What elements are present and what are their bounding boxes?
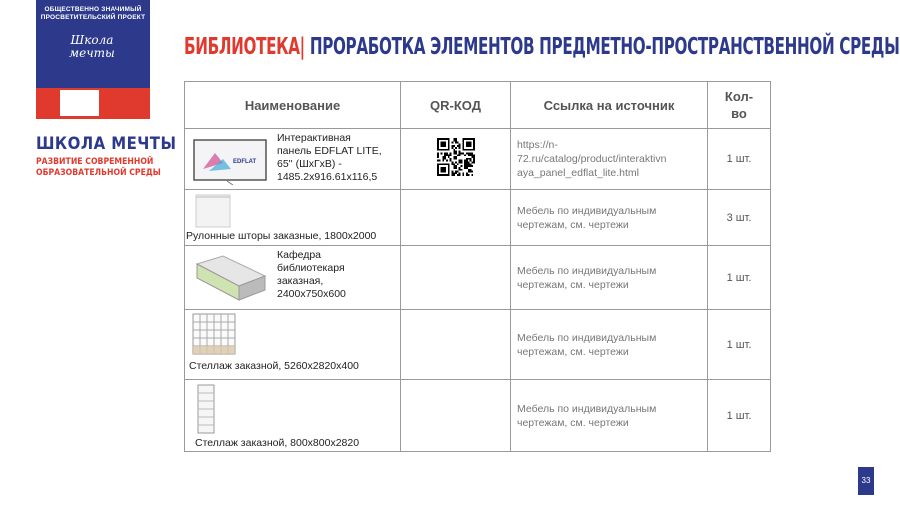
source-link-cell [511,190,708,246]
col-header-qr: QR-КОД [401,82,511,129]
col-header-qty [708,82,771,129]
project-line-2: ПРОСВЕТИТЕЛЬСКИЙ ПРОЕКТ [40,14,146,21]
house-shape-roof [96,90,127,116]
roller-blind-image [195,194,231,228]
source-link-line: Мебель по индивидуальным [517,264,657,277]
source-link-cell [511,380,708,452]
tall-shelf-image [195,384,217,434]
source-link-line: Мебель по индивидуальным [517,402,657,415]
house-shape [60,90,100,116]
sidebar [0,0,176,506]
col-header-name: Наименование [185,82,401,129]
item-name [277,249,346,301]
source-link-cell [511,129,708,190]
qr-code-icon [437,138,475,176]
table-header-row [185,82,771,129]
qty-cell: 1 шт. [708,129,771,190]
project-caption [36,6,150,22]
item-name: Стеллаж заказной, 5260х2820х400 [189,360,359,372]
item-name-line: 65'' (ШхГхВ) - [277,158,342,170]
table-row [185,246,771,310]
item-name-line: Интерактивная [277,132,351,144]
page-title [184,34,900,60]
source-link-cell [511,310,708,380]
col-header-link: Ссылка на источник [511,82,708,129]
project-line-1: ОБЩЕСТВЕННО ЗНАЧИМЫЙ [44,6,142,13]
furniture-table [184,81,771,452]
title-text: ПРОРАБОТКА ЭЛЕМЕНТОВ ПРЕДМЕТНО-ПРОСТРАНСТВЕННОЙ СРЕДЫ [304,34,900,60]
title-section: БИБЛИОТЕКА| [184,34,305,60]
qty-cell: 3 шт. [708,190,771,246]
name-cell [185,310,401,380]
table-row [185,310,771,380]
item-name: Стеллаж заказной, 800х800х2820 [195,437,360,449]
logo-line-1: Школа [70,33,114,47]
source-link-line[interactable]: 72.ru/catalog/product/interaktivn [517,153,667,165]
name-cell [185,129,401,190]
table-row [185,129,771,190]
source-link-line[interactable]: https://n- [517,139,558,151]
interactive-panel-image [193,139,267,185]
item-name-line: Кафедра [277,249,322,261]
table-row [185,380,771,452]
source-link-cell [511,246,708,310]
source-link-line: чертежам, см. чертежи [517,345,629,358]
qty-cell: 1 шт. [708,310,771,380]
source-link-line: чертежам, см. чертежи [517,278,629,291]
subtitle-line-2: ОБРАЗОВАТЕЛЬНОЙ СРЕДЫ [36,168,161,178]
logo-line-2: мечты [69,46,115,60]
shelving-unit-image [191,312,237,358]
item-name: Рулонные шторы заказные, 1800х2000 [186,230,377,242]
item-name-line: заказная, [277,275,324,287]
name-cell [185,190,401,246]
school-title: ШКОЛА МЕЧТЫ [36,134,177,154]
qr-cell [401,380,511,452]
item-name-line: 2400х750х600 [277,288,346,300]
qr-cell [401,190,511,246]
qr-cell [401,246,511,310]
school-logo [56,34,128,84]
source-link-line: чертежам, см. чертежи [517,416,629,429]
item-name-line: библиотекаря [277,262,345,274]
name-cell [185,246,401,310]
qty-cell: 1 шт. [708,380,771,452]
name-cell [185,380,401,452]
page-number: 33 [858,467,874,495]
qr-cell [401,129,511,190]
qr-cell [401,310,511,380]
qty-header-line-2: во [731,106,747,121]
item-name-line: 1485.2x916.61x116,5 [277,171,378,183]
item-name-line: панель EDFLAT LITE, [277,145,382,157]
librarian-desk-image [193,252,267,302]
qty-header-line-1: Кол- [724,89,754,104]
panel-brand-label: EDFLAT [233,159,257,165]
subtitle-line-1: РАЗВИТИЕ СОВРЕМЕННОЙ [36,157,154,167]
source-link-line: чертежам, см. чертежи [517,218,629,231]
qty-cell: 1 шт. [708,246,771,310]
source-link-line[interactable]: aya_panel_edflat_lite.html [517,167,640,179]
school-subtitle [36,157,161,179]
source-link-line: Мебель по индивидуальным [517,331,657,344]
table-row [185,190,771,246]
source-link-line: Мебель по индивидуальным [517,204,657,217]
item-name [277,132,382,184]
